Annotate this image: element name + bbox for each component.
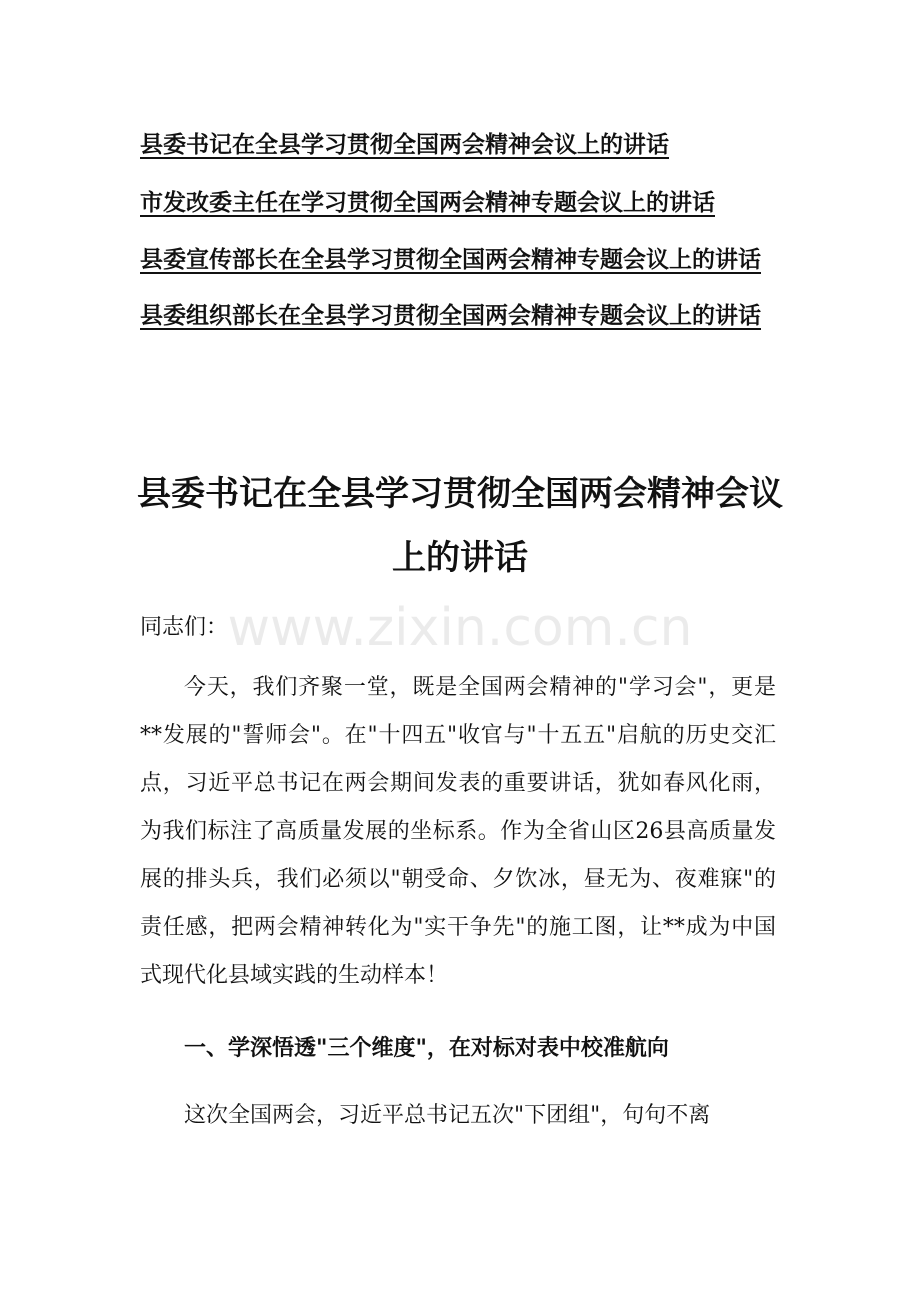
toc-link-4[interactable]: 县委组织部长在全县学习贯彻全国两会精神专题会议上的讲话 <box>140 302 761 329</box>
paragraph-1: 今天，我们齐聚一堂，既是全国两会精神的"学习会"，更是**发展的"誓师会"。在"十四五"收官与"十五五"启航的历史交汇点，习近平总书记在两会期间发表的重要讲话，犹如春风化雨，为我们标注了高质量发展的坐标系。作为全省山区26县高质量发展的排头兵，我们必须以"朝受命、夕饮冰，昼无为、夜难寐"的责任感，把两会精神转化为"实干争先"的施工图，让**成为中国式现代化县域实践的生动样本！ <box>140 675 776 988</box>
section-heading-1: 一、学深悟透"三个维度"，在对标对表中校准航向 <box>184 1035 669 1061</box>
salutation: 同志们： <box>140 615 229 640</box>
watermark: www.zixin.com.cn <box>227 598 693 658</box>
toc-link-3[interactable]: 县委宣传部长在全县学习贯彻全国两会精神专题会议上的讲话 <box>140 246 761 273</box>
document-body <box>140 604 776 1140</box>
paragraph-2: 这次全国两会，习近平总书记五次"下团组"，句句不离 <box>184 1103 711 1128</box>
document-title: 县委书记在全县学习贯彻全国两会精神会议上的讲话 <box>137 474 783 578</box>
toc-link-2[interactable]: 市发改委主任在学习贯彻全国两会精神专题会议上的讲话 <box>140 189 715 216</box>
table-of-contents <box>140 118 780 346</box>
toc-link-1[interactable]: 县委书记在全县学习贯彻全国两会精神会议上的讲话 <box>140 131 669 158</box>
